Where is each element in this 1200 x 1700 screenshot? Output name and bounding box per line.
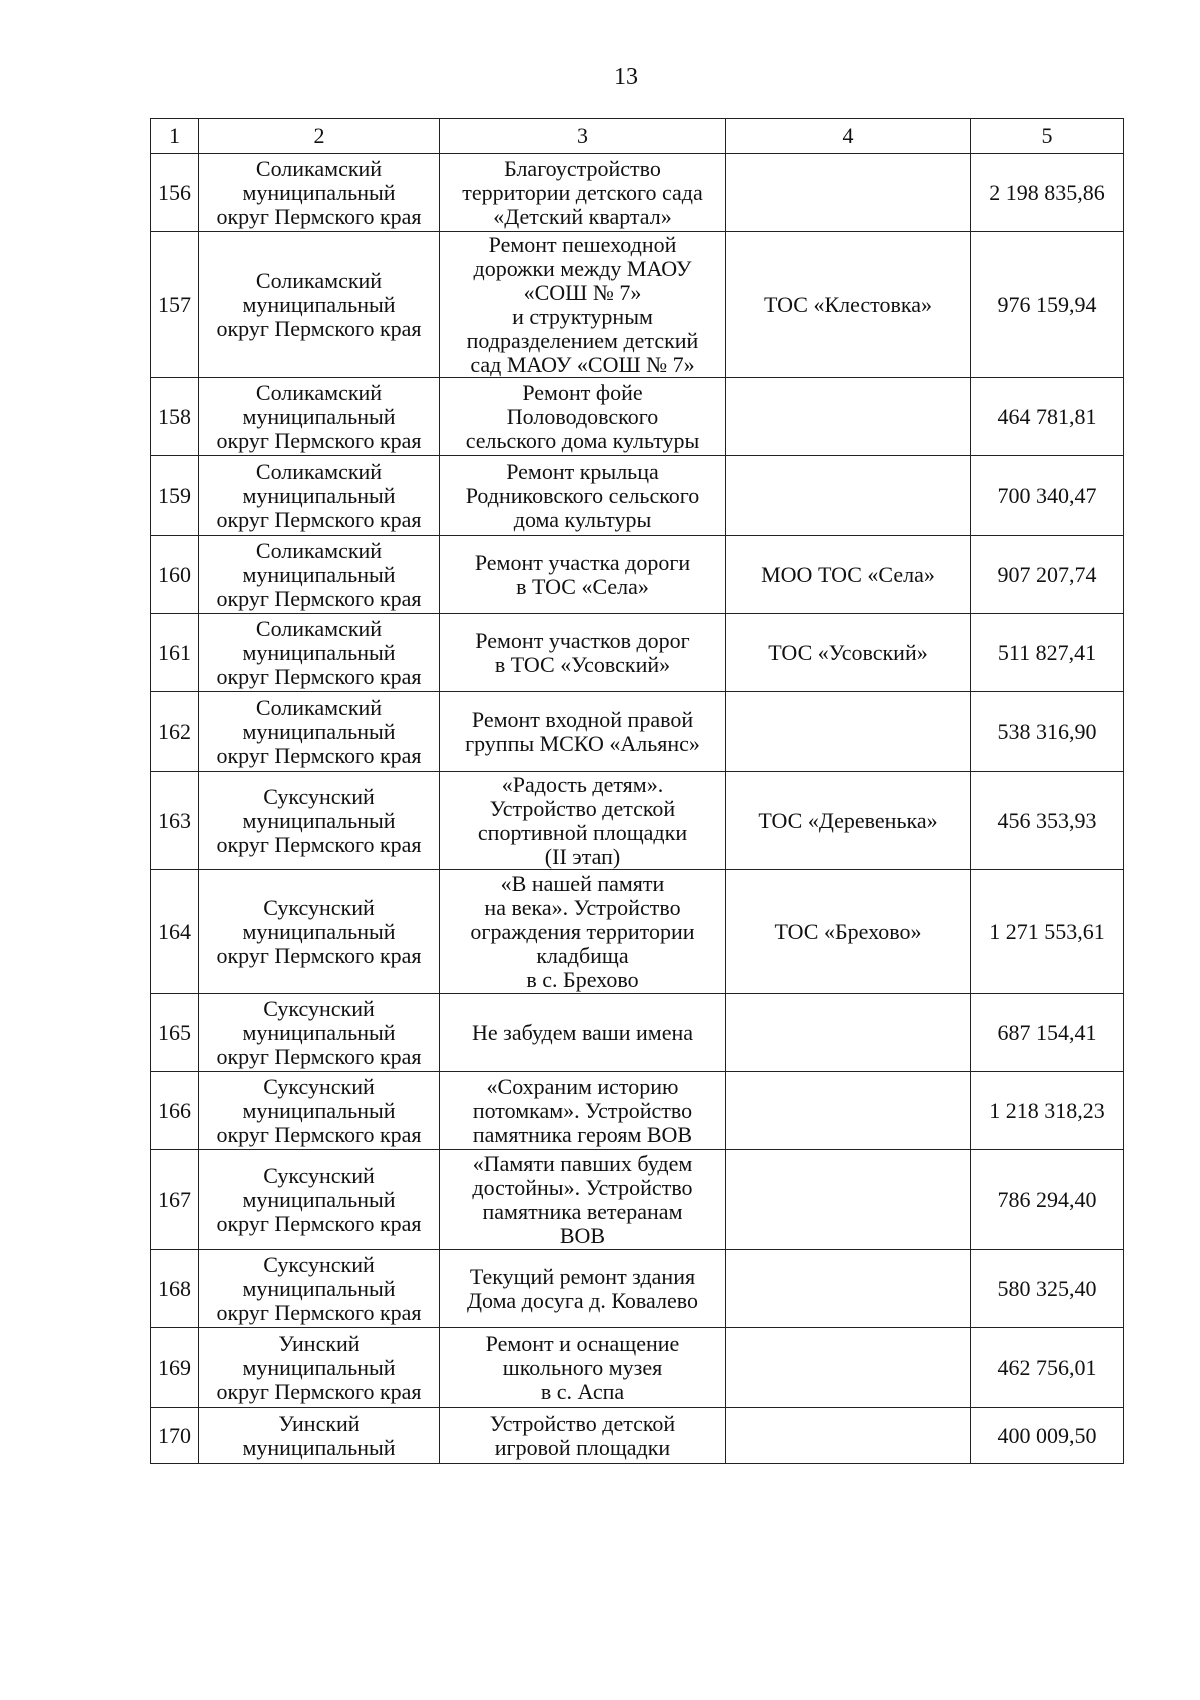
project-cell: [440, 1150, 726, 1250]
amount-cell: 700 340,47: [971, 456, 1124, 536]
table-row: [151, 772, 1124, 870]
municipality-cell: [199, 1328, 440, 1408]
municipality-cell: [199, 1150, 440, 1250]
municipality-cell: [199, 378, 440, 456]
initiator-line: ТОС «Деревенька»: [758, 807, 938, 833]
table-row: [151, 994, 1124, 1072]
project-cell: [440, 378, 726, 456]
municipality-line: округ Пермского края: [216, 1299, 422, 1325]
row-number-cell: 160: [151, 536, 199, 614]
amount-cell: 580 325,40: [971, 1250, 1124, 1328]
project-cell: [440, 1072, 726, 1150]
project-cell: [440, 456, 726, 536]
header-col-2: 2: [199, 119, 440, 154]
project-cell: [440, 614, 726, 692]
municipality-line: муниципальный: [242, 1354, 396, 1380]
project-line: игровой площадки: [494, 1434, 671, 1460]
municipality-line: муниципальный: [242, 1434, 396, 1460]
municipality-cell: [199, 614, 440, 692]
amount-cell: 1 218 318,23: [971, 1072, 1124, 1150]
municipality-cell: [199, 154, 440, 232]
project-line: на века». Устройство: [484, 894, 681, 920]
project-line: Ремонт и оснащение: [485, 1330, 680, 1356]
municipality-line: Соликамский: [255, 615, 383, 641]
table-row: [151, 232, 1124, 378]
municipality-line: округ Пермского края: [216, 1210, 422, 1236]
project-line: кладбища: [536, 942, 629, 968]
initiator-cell: [726, 378, 971, 456]
project-line: Дома досуга д. Ковалево: [467, 1287, 698, 1313]
project-cell: [440, 232, 726, 378]
table-row: [151, 1072, 1124, 1150]
municipality-cell: [199, 536, 440, 614]
project-line: в ТОС «Села»: [516, 573, 649, 599]
project-line: в с. Аспа: [540, 1378, 625, 1404]
amount-cell: 464 781,81: [971, 378, 1124, 456]
project-cell: [440, 994, 726, 1072]
municipality-line: округ Пермского края: [216, 203, 422, 229]
project-line: Устройство детской: [489, 795, 676, 821]
municipality-line: округ Пермского края: [216, 942, 422, 968]
project-line: «СОШ № 7»: [523, 279, 642, 305]
initiator-cell: [726, 1150, 971, 1250]
row-number-cell: 158: [151, 378, 199, 456]
project-line: «Сохраним историю: [486, 1073, 679, 1099]
municipality-line: муниципальный: [242, 918, 396, 944]
project-line: Ремонт участка дороги: [474, 549, 691, 575]
initiator-line: МОО ТОС «Села»: [761, 561, 935, 587]
amount-cell: 786 294,40: [971, 1150, 1124, 1250]
row-number-cell: 166: [151, 1072, 199, 1150]
municipality-line: муниципальный: [242, 1275, 396, 1301]
project-line: Ремонт входной правой: [471, 706, 694, 732]
amount-cell: 462 756,01: [971, 1328, 1124, 1408]
project-cell: [440, 154, 726, 232]
initiator-cell: [726, 536, 971, 614]
project-line: подразделением детский: [466, 327, 699, 353]
municipality-line: округ Пермского края: [216, 506, 422, 532]
municipality-line: Суксунский: [263, 995, 375, 1021]
header-col-3: 3: [440, 119, 726, 154]
project-cell: [440, 536, 726, 614]
municipality-line: Соликамский: [255, 155, 383, 181]
municipality-line: муниципальный: [242, 639, 396, 665]
project-line: и структурным: [512, 303, 653, 329]
amount-cell: 2 198 835,86: [971, 154, 1124, 232]
municipality-line: Уинский: [278, 1330, 360, 1356]
row-number-cell: 161: [151, 614, 199, 692]
project-line: «Детский квартал»: [493, 203, 672, 229]
project-line: Не забудем ваши имена: [471, 1019, 694, 1045]
municipality-cell: [199, 232, 440, 378]
row-number-cell: 169: [151, 1328, 199, 1408]
header-col-5: 5: [971, 119, 1124, 154]
municipality-cell: [199, 692, 440, 772]
project-line: Текущий ремонт здания: [469, 1263, 696, 1289]
header-col-1: 1: [151, 119, 199, 154]
project-line: в с. Брехово: [526, 966, 639, 992]
municipality-line: муниципальный: [242, 482, 396, 508]
project-line: «Памяти павших будем: [472, 1150, 693, 1176]
municipality-line: округ Пермского края: [216, 1043, 422, 1069]
amount-cell: 976 159,94: [971, 232, 1124, 378]
amount-cell: 400 009,50: [971, 1408, 1124, 1464]
initiator-cell: [726, 994, 971, 1072]
table-row: [151, 456, 1124, 536]
initiator-cell: [726, 1250, 971, 1328]
project-line: спортивной площадки: [477, 819, 688, 845]
project-line: школьного музея: [502, 1354, 663, 1380]
project-line: в ТОС «Усовский»: [494, 651, 671, 677]
municipality-line: Суксунский: [263, 894, 375, 920]
project-line: Половодовского: [506, 403, 659, 429]
municipality-cell: [199, 772, 440, 870]
project-line: Ремонт фойе: [522, 379, 643, 405]
project-line: Ремонт участков дорог: [475, 627, 690, 653]
initiator-line: ТОС «Клестовка»: [763, 291, 933, 317]
amount-cell: 687 154,41: [971, 994, 1124, 1072]
municipality-line: Суксунский: [263, 1251, 375, 1277]
municipality-line: Уинский: [278, 1410, 360, 1436]
project-line: ВОВ: [559, 1222, 606, 1248]
row-number-cell: 156: [151, 154, 199, 232]
table-row: [151, 614, 1124, 692]
municipality-cell: [199, 456, 440, 536]
municipality-line: муниципальный: [242, 179, 396, 205]
municipality-line: Соликамский: [255, 458, 383, 484]
row-number-cell: 159: [151, 456, 199, 536]
table-row: [151, 1408, 1124, 1464]
project-cell: [440, 1408, 726, 1464]
project-line: потомкам». Устройство: [472, 1097, 693, 1123]
initiator-cell: [726, 232, 971, 378]
project-line: ограждения территории: [470, 918, 695, 944]
amount-cell: 511 827,41: [971, 614, 1124, 692]
municipality-line: округ Пермского края: [216, 1378, 422, 1404]
table-header: [151, 119, 1124, 154]
project-cell: [440, 1328, 726, 1408]
row-number-cell: 162: [151, 692, 199, 772]
project-cell: [440, 692, 726, 772]
municipality-line: округ Пермского края: [216, 315, 422, 341]
table-row: [151, 1150, 1124, 1250]
initiator-cell: [726, 870, 971, 994]
table-row: [151, 154, 1124, 232]
table-row: [151, 536, 1124, 614]
amount-cell: 456 353,93: [971, 772, 1124, 870]
page-number: 13: [614, 64, 638, 90]
data-table: [150, 118, 1124, 1464]
municipality-line: муниципальный: [242, 561, 396, 587]
project-line: дома культуры: [513, 506, 652, 532]
table-row: [151, 1250, 1124, 1328]
header-row: [151, 119, 1124, 154]
table-row: [151, 870, 1124, 994]
municipality-line: округ Пермского края: [216, 1121, 422, 1147]
municipality-line: округ Пермского края: [216, 663, 422, 689]
initiator-cell: [726, 1408, 971, 1464]
municipality-line: муниципальный: [242, 291, 396, 317]
initiator-cell: [726, 692, 971, 772]
municipality-line: Соликамский: [255, 537, 383, 563]
municipality-line: округ Пермского края: [216, 585, 422, 611]
table-row: [151, 1328, 1124, 1408]
municipality-line: муниципальный: [242, 1019, 396, 1045]
project-line: Благоустройство: [504, 155, 661, 181]
table-body: [151, 154, 1124, 1464]
project-line: Ремонт пешеходной: [488, 231, 677, 257]
municipality-line: округ Пермского края: [216, 831, 422, 857]
project-line: сад МАОУ «СОШ № 7»: [470, 351, 695, 377]
row-number-cell: 168: [151, 1250, 199, 1328]
project-line: памятника героям ВОВ: [472, 1121, 693, 1147]
initiator-cell: [726, 1328, 971, 1408]
municipality-line: муниципальный: [242, 403, 396, 429]
header-col-4: 4: [726, 119, 971, 154]
project-cell: [440, 772, 726, 870]
municipality-line: округ Пермского края: [216, 742, 422, 768]
municipality-line: муниципальный: [242, 718, 396, 744]
initiator-line: ТОС «Брехово»: [774, 918, 922, 944]
project-line: «В нашей памяти: [500, 870, 665, 896]
amount-cell: 1 271 553,61: [971, 870, 1124, 994]
project-line: Устройство детской: [489, 1410, 676, 1436]
municipality-cell: [199, 994, 440, 1072]
initiator-cell: [726, 614, 971, 692]
initiator-cell: [726, 1072, 971, 1150]
initiator-cell: [726, 772, 971, 870]
project-line: группы МСКО «Альянс»: [465, 730, 700, 756]
row-number-cell: 170: [151, 1408, 199, 1464]
municipality-line: Соликамский: [255, 694, 383, 720]
project-line: сельского дома культуры: [465, 427, 700, 453]
row-number-cell: 157: [151, 232, 199, 378]
project-line: территории детского сада: [462, 179, 703, 205]
project-line: «Радость детям».: [501, 771, 664, 797]
municipality-line: Суксунский: [263, 1162, 375, 1188]
municipality-cell: [199, 1250, 440, 1328]
municipality-line: округ Пермского края: [216, 427, 422, 453]
project-line: (II этап): [544, 843, 621, 869]
project-line: памятника ветеранам: [482, 1198, 683, 1224]
municipality-line: Суксунский: [263, 783, 375, 809]
project-line: Ремонт крыльца: [506, 458, 659, 484]
project-line: Родниковского сельского: [465, 482, 700, 508]
amount-cell: 538 316,90: [971, 692, 1124, 772]
row-number-cell: 165: [151, 994, 199, 1072]
initiator-cell: [726, 154, 971, 232]
municipality-line: Соликамский: [255, 267, 383, 293]
municipality-line: муниципальный: [242, 807, 396, 833]
project-line: дорожки между МАОУ: [473, 255, 692, 281]
row-number-cell: 163: [151, 772, 199, 870]
municipality-cell: [199, 870, 440, 994]
initiator-line: ТОС «Усовский»: [768, 639, 928, 665]
amount-cell: 907 207,74: [971, 536, 1124, 614]
project-line: достойны». Устройство: [472, 1174, 693, 1200]
table-row: [151, 378, 1124, 456]
row-number-cell: 167: [151, 1150, 199, 1250]
project-cell: [440, 870, 726, 994]
row-number-cell: 164: [151, 870, 199, 994]
municipality-cell: [199, 1072, 440, 1150]
municipality-cell: [199, 1408, 440, 1464]
project-cell: [440, 1250, 726, 1328]
municipality-line: Соликамский: [255, 379, 383, 405]
initiator-cell: [726, 456, 971, 536]
municipality-line: Суксунский: [263, 1073, 375, 1099]
municipality-line: муниципальный: [242, 1097, 396, 1123]
table-row: [151, 692, 1124, 772]
municipality-line: муниципальный: [242, 1186, 396, 1212]
